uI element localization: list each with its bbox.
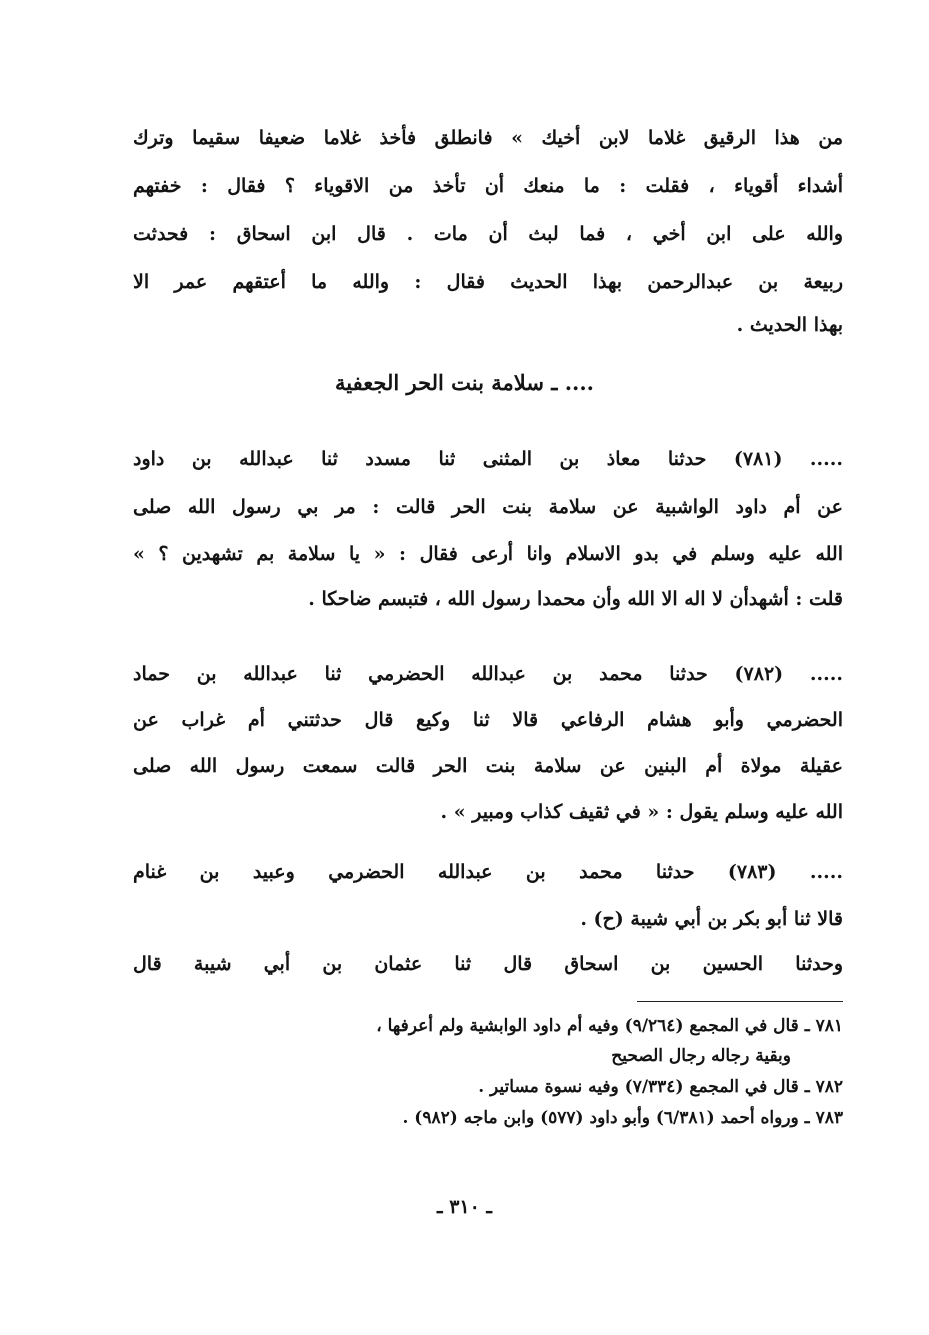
hadith-782-line: عقيلة مولاة أم البنين عن سلامة بنت الحر قالت سمعت رسول الله صلى <box>133 755 843 777</box>
text-line: من هذا الرقيق غلاما لابن أخيك » فانطلق فأخذ غلاما ضعيفا سقيما وترك <box>133 127 843 149</box>
hadith-783-line: ..... (٧٨٣) حدثنا محمد بن عبدالله الحضرمي وعبيد بن غنام <box>133 861 843 883</box>
page-number: ـ ٣١٠ ـ <box>437 1196 492 1218</box>
footnote-783: ٧٨٣ ـ ورواه أحمد (٦/٣٨١) وأبو داود (٥٧٧) وابن ماجه (٩٨٢) . <box>402 1108 843 1128</box>
hadith-782-line: الحضرمي وأبو هشام الرفاعي قالا ثنا وكيع قال حدثتني أم غراب عن <box>133 709 843 731</box>
text-line: والله على ابن أخي ، فما لبث أن مات . قال ابن اسحاق : فحدثت <box>133 223 843 245</box>
hadith-781-line: عن أم داود الواشبية عن سلامة بنت الحر قالت : مر بي رسول الله صلى <box>133 496 843 518</box>
footnote-781-continued: وبقية رجاله رجال الصحيح <box>611 1046 791 1066</box>
section-heading: .... ـ سلامة بنت الحر الجعفية <box>335 370 594 395</box>
footnote-781: ٧٨١ ـ قال في المجمع (٩/٢٦٤) وفيه أم داود الوابشية ولم أعرفها ، <box>376 1016 843 1036</box>
hadith-782-line: الله عليه وسلم يقول : « في ثقيف كذاب ومبير » . <box>440 801 843 823</box>
hadith-783-line: قالا ثنا أبو بكر بن أبي شيبة (ح) . <box>580 908 843 930</box>
hadith-781-line: قلت : أشهدأن لا اله الا الله وأن محمدا رسول الله ، فتبسم ضاحكا . <box>308 588 843 610</box>
text-line: ربيعة بن عبدالرحمن بهذا الحديث فقال : والله ما أعتقهم عمر الا <box>133 271 843 293</box>
hadith-782-line: ..... (٧٨٢) حدثنا محمد بن عبدالله الحضرمي ثنا عبدالله بن حماد <box>133 663 843 685</box>
hadith-781-line: ..... (٧٨١) حدثنا معاذ بن المثنى ثنا مسدد ثنا عبدالله بن داود <box>133 448 843 470</box>
footnote-separator <box>637 1001 843 1002</box>
footnote-782: ٧٨٢ ـ قال في المجمع (٧/٣٣٤) وفيه نسوة مساتير . <box>478 1077 843 1097</box>
hadith-783-line: وحدثنا الحسين بن اسحاق قال ثنا عثمان بن أبي شيبة قال <box>133 953 843 975</box>
text-line: بهذا الحديث . <box>736 314 843 336</box>
text-line: أشداء أقوياء ، فقلت : ما منعك أن تأخذ من الاقوياء ؟ فقال : خفتهم <box>133 175 843 197</box>
hadith-781-line: الله عليه وسلم في بدو الاسلام وانا أرعى فقال : « يا سلامة بم تشهدين ؟ » <box>133 543 843 565</box>
